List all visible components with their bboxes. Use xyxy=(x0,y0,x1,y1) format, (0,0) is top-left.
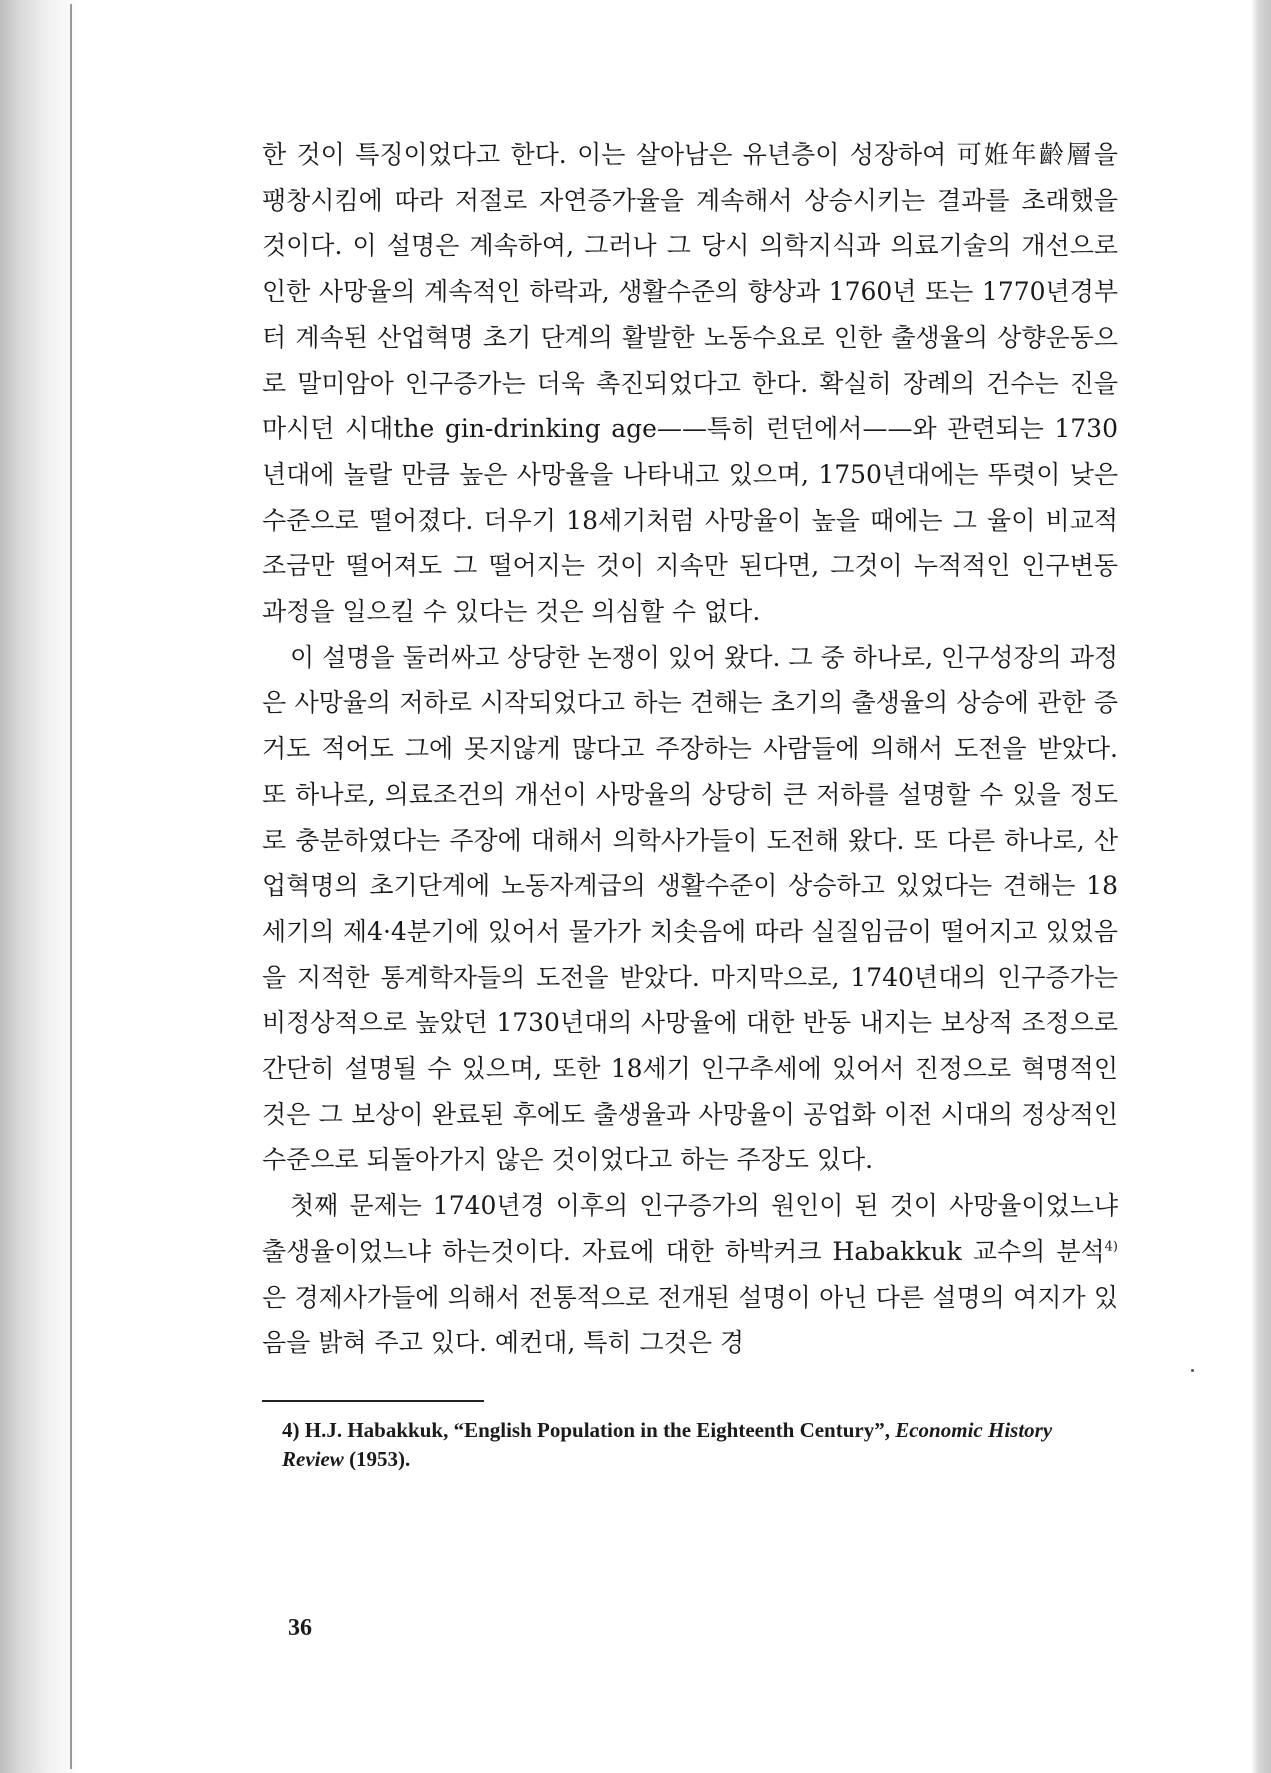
speck-mark xyxy=(1191,1369,1194,1372)
paragraph-3-part-1: 첫째 문제는 1740년경 이후의 인구증가의 원인이 된 것이 사망율이었느냐 출생율이었느냐 하는것이다. 자료에 대한 하박커크 Habakkuk 교수의 분석 xyxy=(262,1191,1118,1266)
page-left-border xyxy=(70,4,72,1769)
page-body xyxy=(262,132,1118,1474)
page-right-edge xyxy=(1251,0,1271,1773)
footnote-divider xyxy=(262,1400,484,1402)
paragraph-3 xyxy=(262,1183,1118,1366)
footnote-journal: Economic History Review xyxy=(282,1417,1053,1471)
footnote-year: (1953). xyxy=(349,1446,411,1471)
footnote-number: 4) xyxy=(282,1417,300,1442)
paragraph-2: 이 설명을 둘러싸고 상당한 논쟁이 있어 왔다. 그 중 하나로, 인구성장의 과정은 사망율의 저하로 시작되었다고 하는 견해는 초기의 출생율의 상승에 관한 증거도 적어도 그에 못지않게 많다고 주장하는 사람들에 의해서 도전을 받았다. 또 하나로, 의료조건의 개선이 사망율의 상당히 큰 저하를 설명할 수 있을 정도로 충분하였다는 주장에 대해서 의학사가들이 도전해 왔다. 또 다른 하나로, 산업혁명의 초기단계에 노동자계급의 생활수준이 상승하고 있었다는 견해는 18세기의 제4·4분기에 있어서 물가가 치솟음에 따라 실질임금이 떨어지고 있었음을 지적한 통계학자들의 도전을 받았다. 마지막으로, 1740년대의 인구증가는 비정상적으로 높았던 1730년대의 사망율에 대한 반동 내지는 보상적 조정으로 간단히 설명될 수 있으며, 또한 18세기 인구추세에 있어서 진정으로 혁명적인 것은 그 보상이 완료된 후에도 출생율과 사망율이 공업화 이전 시대의 정상적인 수준으로 되돌아가지 않은 것이었다고 하는 주장도 있다. xyxy=(262,642,1118,1175)
footnote-marker: 4) xyxy=(1104,1239,1118,1255)
paragraph-3-part-2: 은 경제사가들에 의해서 전통적으로 전개된 설명이 아닌 다른 설명의 여지가 있음을 밝혀 주고 있다. 예컨대, 특히 그것은 경 xyxy=(262,1282,1118,1358)
footnote-citation: H.J. Habakkuk, “English Population in the Eighteenth Century”, xyxy=(304,1417,890,1442)
footnote xyxy=(282,1416,1118,1474)
paragraph-1: 한 것이 특징이었다고 한다. 이는 살아남은 유년층이 성장하여 可姙年齡層을 팽창시킴에 따라 저절로 자연증가율을 계속해서 상승시키는 결과를 초래했을 것이다. 이 설명은 계속하여, 그러나 그 당시 의학지식과 의료기술의 개선으로 인한 사망율의 계속적인 하락과, 생활수준의 향상과 1760년 또는 1770년경부터 계속된 산업혁명 초기 단계의 활발한 노동수요로 인한 출생율의 상향운동으로 말미암아 인구증가는 더욱 촉진되었다고 한다. 확실히 장례의 건수는 진을 마시던 시대the gin-drinking age——특히 런던에서——와 관련되는 1730년대에 놀랄 만큼 높은 사망율을 나타내고 있으며, 1750년대에는 뚜렷이 낮은 수준으로 떨어졌다. 더우기 18세기처럼 사망율이 높을 때에는 그 율이 비교적 조금만 떨어져도 그 떨어지는 것이 지속만 된다면, 그것이 누적적인 인구변동 과정을 일으킬 수 있다는 것은 의심할 수 없다. xyxy=(262,140,1118,627)
page-number: 36 xyxy=(288,1615,312,1641)
